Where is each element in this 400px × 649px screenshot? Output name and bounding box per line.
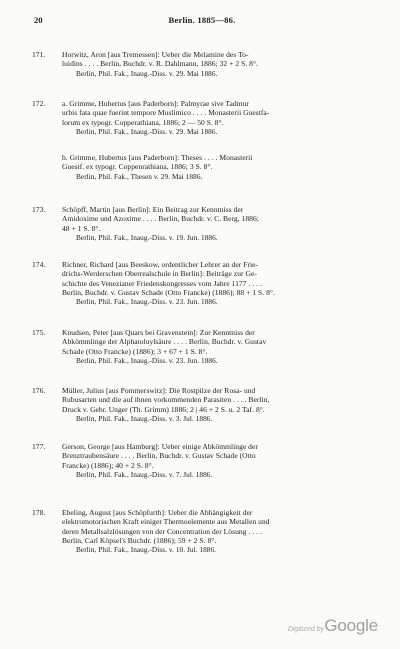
entry-line: luidins . . . . Berlin, Buchdr. v. R. Dahlmann, 1886; 32 + 2 S. 8°.: [62, 59, 258, 69]
entry-line: deren Metallsalzlösungen von der Concentration der Lösung . . . .: [62, 526, 262, 536]
entry-number: 172.: [32, 99, 46, 108]
entry-line: Schade (Otto Francke) (1886); 3 + 67 + 1 S. 8°.: [62, 346, 208, 356]
entry-line: Francke) (1886); 40 + 2 S. 8°.: [62, 460, 154, 470]
dissertation-note: Berlin, Phil. Fak., Inaug.-Diss. v. 19. Jun. 1886.: [76, 232, 218, 242]
entry-number: 171.: [32, 50, 46, 59]
entry-line: 48 + 1 S. 8°.: [62, 223, 101, 233]
entry-line: Knudsen, Peter [aus Quars bei Gravenstein]: Zur Kenntniss der: [62, 328, 255, 337]
entry-line: b. Grimme, Hubertus [aus Paderborn]: Theses . . . . Monasterii: [62, 153, 253, 162]
entry-line: Brenztraubensäure . . . . Berlin, Buchdr. v. Gustav Schade (Otto: [62, 451, 256, 461]
entry-number: 173.: [32, 205, 46, 214]
entry-line: Schöpff, Martin [aus Berlin]: Ein Beitrag zur Kenntniss der: [62, 205, 244, 214]
entry-body: [62, 442, 370, 479]
entry-line: Gerson, George [aus Hamburg]: Ueber einige Abkömmlinge der: [62, 442, 258, 451]
running-title: Berlin. 1885—86.: [168, 15, 236, 25]
page-number: 20: [34, 15, 43, 25]
dissertation-note: Berlin, Phil. Fak., Inaug.-Diss. v. 10. Jul. 1886.: [76, 545, 217, 555]
entry-number: 175.: [32, 328, 46, 337]
entry-line: a. Grimme, Hubertus [aus Paderborn]: Palmyrae sive Tadmur: [62, 99, 249, 108]
entry-line: urbis fata quae fuerint tempore Muslimico . . . . Monasterii Guestfa-: [62, 108, 270, 118]
entry-line: Müller, Julius [aus Pommerswitz]: Die Rostpilze der Rosa- und: [62, 386, 256, 395]
entry-line: Horwitz, Aron [aus Tremessen]: Ueber die Melamine des To-: [62, 50, 249, 59]
entry-body: [62, 386, 370, 423]
dissertation-note: Berlin, Phil. Fak., Inaug.-Diss. v. 23. Jun. 1886.: [76, 297, 218, 307]
entry-line: Berlin, Buchdr. v. Gustav Schade (Otto Francke) (1886); 88 + 1 S. 8°.: [62, 287, 275, 297]
dissertation-note: Berlin, Phil. Fak., Thesen v. 29. Mai 1886.: [76, 171, 203, 181]
entry-body: [62, 153, 370, 181]
entry-line: Amidoxime und Azoxime . . . . Berlin, Buchdr. v. C. Berg, 1886;: [62, 214, 259, 224]
google-logo: Google: [324, 616, 378, 635]
entry-line: Ebeling, August [aus Schöpfurth]: Ueber die Abhängigkeit der: [62, 508, 253, 517]
entry-body: [62, 99, 370, 136]
entry-number: 177.: [32, 442, 46, 451]
digitized-by-google-watermark: [238, 610, 378, 636]
entry-line: Berlin, Carl Köpsel's Buchdr. (1886); 59 + 2 S. 8°.: [62, 535, 217, 545]
entry-line: lorum ex typogr. Copperathiana, 1886; 2 — 50 S. 8°.: [62, 117, 224, 127]
dissertation-note: Berlin, Phil. Fak., Inaug.-Diss. v. 29. Mai 1886.: [76, 126, 218, 136]
entry-number: 178.: [32, 508, 46, 517]
dissertation-note: Berlin, Phil. Fak., Inaug.-Diss. v. 23. Jun. 1886.: [76, 355, 218, 365]
entry-body: [62, 328, 370, 365]
entry-line: Rubusarten und die auf ihnen vorkommenden Parasiten . . . . Berlin,: [62, 395, 270, 405]
page-header: [34, 15, 370, 27]
entry-line: drichs-Werderschen Oberrealschule in Berlin]: Beiträge zur Ge-: [62, 269, 257, 279]
entry-number: 174.: [32, 260, 46, 269]
entry-line: Druck v. Gebr. Unger (Th. Grimm) 1886; 2 | 46 + 2 S. u. 2 Taf. 8°.: [62, 404, 265, 414]
entry-body: [62, 205, 370, 242]
dissertation-note: Berlin, Phil. Fak., Inaug.-Diss. v. 29. Mai 1886.: [76, 68, 218, 78]
entry-line: Abkömmlinge der Alphatoluylsäure . . . . Berlin, Buchdr. v. Gustav: [62, 337, 267, 347]
entry-line: schichte des Venezianer Friedenskongresses vom Jahre 1177 . . . .: [62, 278, 262, 288]
entry-line: elektromotorischen Kraft einiger Thermoelemente aus Metallen und: [62, 517, 270, 527]
entry-body: [62, 50, 370, 78]
watermark-caption: Digitized by: [287, 626, 324, 633]
entry-line: Richner, Richard [aus Beeskow, ordentlicher Lehrer an der Frie-: [62, 260, 259, 269]
entry-body: [62, 260, 370, 307]
dissertation-note: Berlin, Phil. Fak., Inaug.-Diss. v. 7. Jul. 1886.: [76, 469, 213, 479]
dissertation-note: Berlin, Phil. Fak., Inaug.-Diss. v. 3. Jul. 1886.: [76, 413, 213, 423]
entry-line: Guestf. ex typogr. Coppenrathiana, 1886; 3 S. 8°.: [62, 162, 213, 172]
entry-body: [62, 508, 370, 555]
entry-number: 176.: [32, 386, 46, 395]
